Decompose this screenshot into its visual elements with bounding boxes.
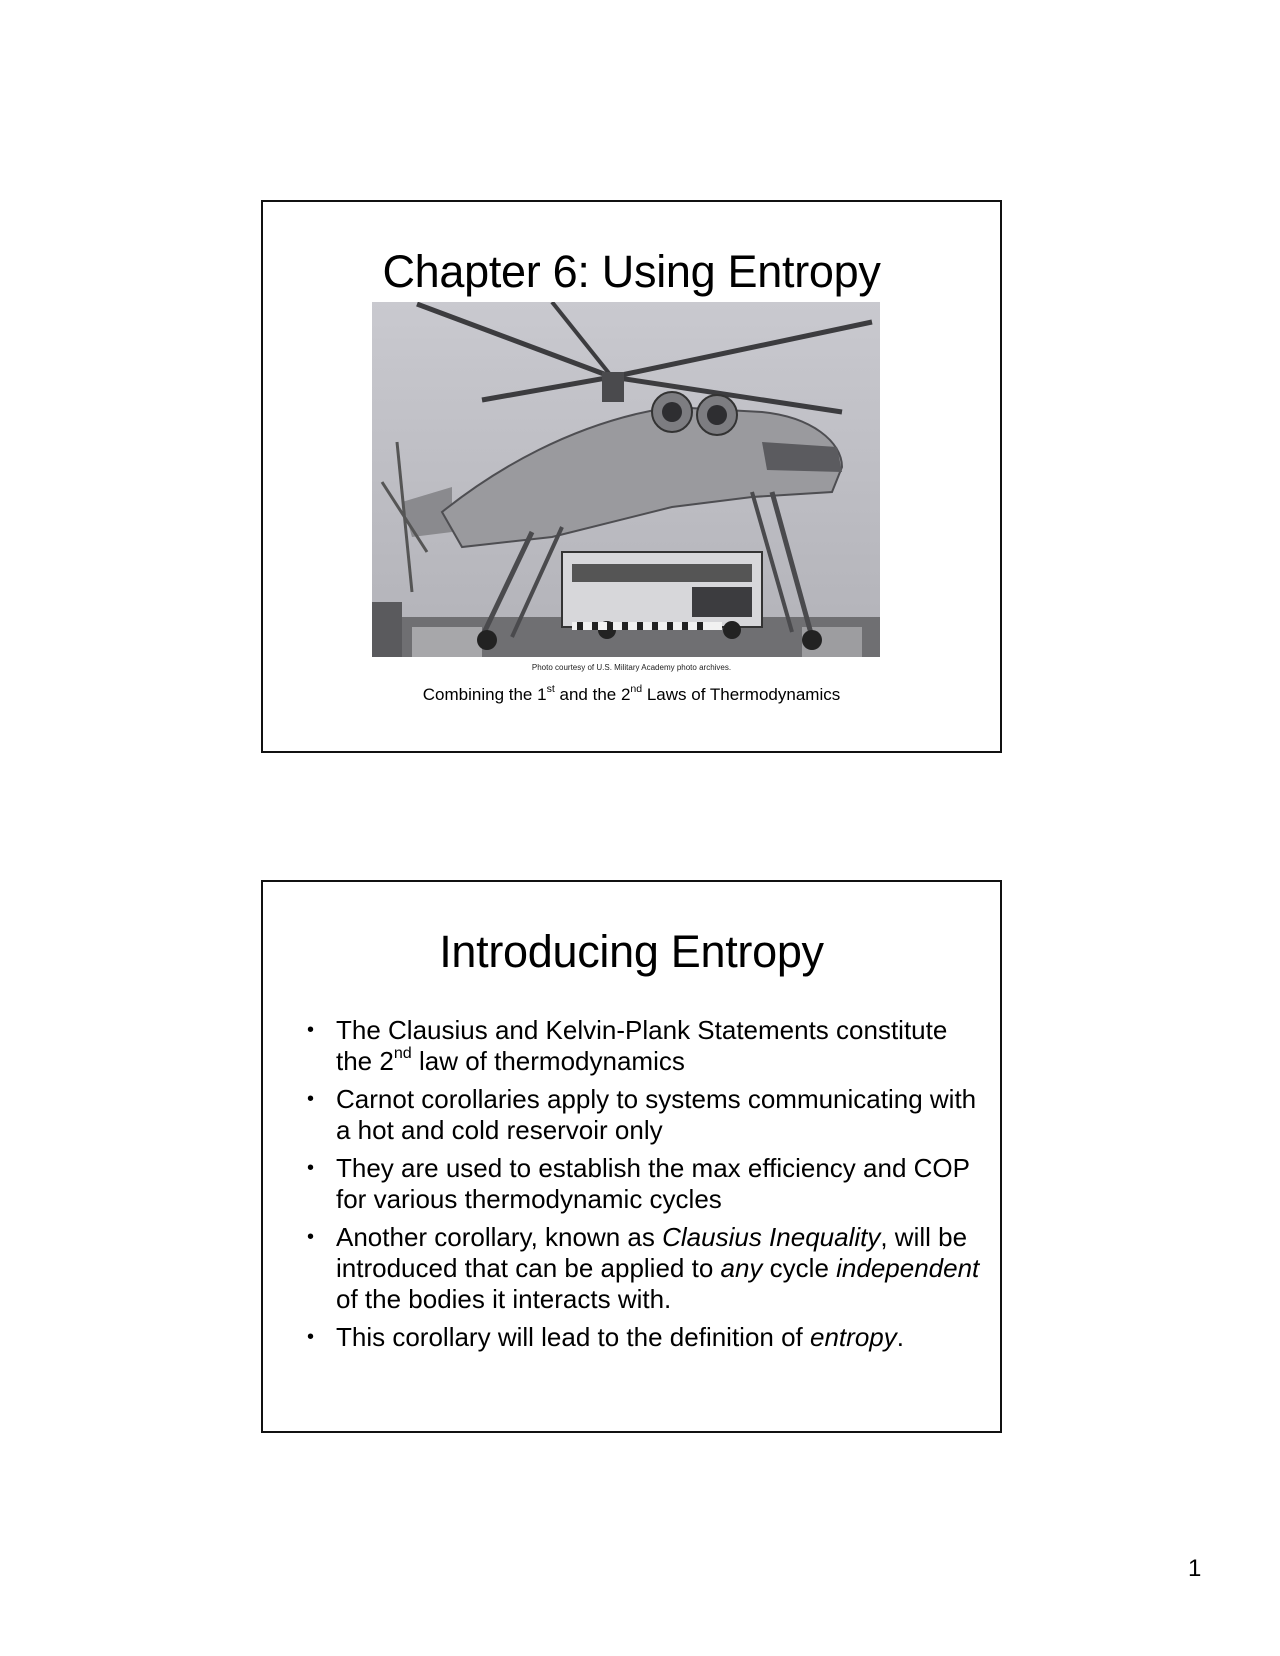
- list-item: • Another corollary, known as Clausius Inequality, will be introduced that can be applied to any cycle independent of the bodies it interacts with.: [307, 1222, 980, 1315]
- list-item: • This corollary will lead to the definition of entropy.: [307, 1322, 980, 1353]
- helicopter-photo: [372, 302, 880, 657]
- slide-introducing-entropy: [261, 880, 1002, 1433]
- slide-title: Introducing Entropy: [439, 926, 824, 977]
- list-item: • The Clausius and Kelvin-Plank Statements constitute the 2nd law of thermodynamics: [307, 1015, 980, 1077]
- slide-title: Chapter 6: Using Entropy: [382, 246, 881, 297]
- list-item: • They are used to establish the max efficiency and COP for various thermodynamic cycles: [307, 1153, 980, 1215]
- photo-credit: Photo courtesy of U.S. Military Academy photo archives.: [531, 663, 732, 672]
- slide-subtitle: Combining the 1st and the 2nd Laws of Thermodynamics: [422, 682, 841, 704]
- bullet-list: [307, 1015, 980, 1360]
- slide-chapter-title: [261, 200, 1002, 753]
- page-number: 1: [1188, 1555, 1202, 1582]
- list-item: • Carnot corollaries apply to systems communicating with a hot and cold reservoir only: [307, 1084, 980, 1146]
